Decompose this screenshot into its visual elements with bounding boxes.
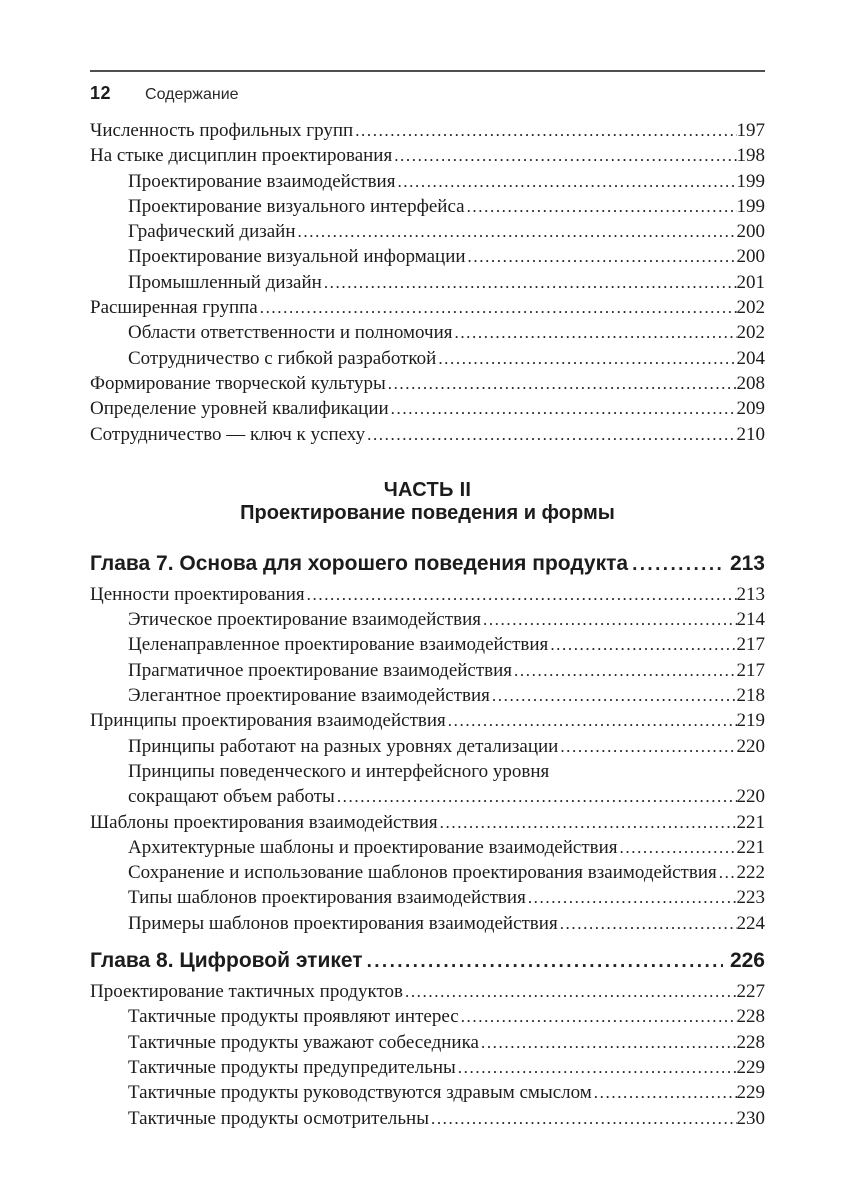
dot-leader xyxy=(394,143,736,168)
toc-entry-page: 202 xyxy=(736,297,765,319)
part-heading xyxy=(90,479,765,525)
dot-leader xyxy=(337,784,737,809)
toc-entry-page: 220 xyxy=(736,735,765,757)
running-head-title: Содержание xyxy=(145,86,239,103)
toc-entry: Промышленный дизайн ..... 201 xyxy=(90,270,765,295)
dot-leader xyxy=(468,244,737,269)
toc-entry-page: 222 xyxy=(736,862,765,884)
toc-entry: Проектирование визуального интерфейса ..... 199 xyxy=(90,194,765,219)
chapter-title: Глава 8. Цифровой этикет xyxy=(90,949,363,973)
chapters-list xyxy=(90,549,765,1131)
toc-entry: Ценности проектирования ..... 213 xyxy=(90,582,765,607)
toc-entry: Тактичные продукты предупредительны ..... 229 xyxy=(90,1055,765,1080)
dot-leader xyxy=(461,1004,737,1029)
dot-leader xyxy=(355,118,736,143)
chapter-title: Глава 7. Основа для хорошего поведения продукта xyxy=(90,551,629,575)
toc-entry: Архитектурные шаблоны и проектирование взаимодействия ..... 221 xyxy=(90,835,765,860)
toc-entry-page: 219 xyxy=(736,710,765,732)
toc-entry: Шаблоны проектирования взаимодействия ..... 221 xyxy=(90,810,765,835)
toc-entry-page: 228 xyxy=(736,1031,765,1053)
header-rule xyxy=(90,70,765,72)
toc-entry: сокращают объем работы ..... 220 xyxy=(90,784,765,809)
dot-leader xyxy=(454,320,736,345)
toc-entry-page: 200 xyxy=(736,221,765,243)
toc-entry-page: 230 xyxy=(736,1107,765,1129)
dot-leader xyxy=(550,632,736,657)
dot-leader xyxy=(431,1106,737,1131)
chapter-page: 226 xyxy=(729,949,765,973)
toc-entry: Формирование творческой культуры ..... 208 xyxy=(90,371,765,396)
dot-leader xyxy=(492,683,737,708)
toc-entry: Проектирование взаимодействия ..... 199 xyxy=(90,169,765,194)
dot-leader xyxy=(397,169,736,194)
toc-entry-page: 221 xyxy=(736,811,765,833)
dot-leader xyxy=(307,582,737,607)
dot-leader xyxy=(594,1080,737,1105)
toc-entry-wrap-line: Принципы поведенческого и интерфейсного уровня xyxy=(128,760,550,782)
toc-entry-page: 214 xyxy=(736,609,765,631)
toc-entry: Тактичные продукты проявляют интерес ..... 228 xyxy=(90,1004,765,1029)
toc-entry-page: 197 xyxy=(736,120,765,141)
toc-entry-page: 204 xyxy=(736,347,765,369)
toc-entry-page: 217 xyxy=(736,659,765,681)
running-head xyxy=(90,82,765,106)
toc-entry: Проектирование тактичных продуктов ..... 227 xyxy=(90,979,765,1004)
dot-leader xyxy=(438,346,736,371)
toc-entry: Расширенная группа ..... 202 xyxy=(90,295,765,320)
toc-entry-page: 220 xyxy=(736,786,765,808)
dot-leader xyxy=(560,734,736,759)
toc-entry-page: 228 xyxy=(736,1006,765,1028)
toc-entry: Этическое проектирование взаимодействия ..... 214 xyxy=(90,607,765,632)
toc-entry-page: 221 xyxy=(736,836,765,858)
toc-intro-list xyxy=(90,118,765,447)
toc-entry: Тактичные продукты руководствуются здравым смыслом ..... 229 xyxy=(90,1080,765,1105)
chapter-entries xyxy=(90,979,765,1131)
part-label: ЧАСТЬ II xyxy=(383,478,472,501)
dot-leader xyxy=(514,658,736,683)
toc-entry: Проектирование визуальной информации ..... 200 xyxy=(90,244,765,269)
toc-entry-page: 200 xyxy=(736,246,765,268)
toc-entry: Прагматичное проектирование взаимодействия ..... 217 xyxy=(90,658,765,683)
page-content xyxy=(90,0,765,1131)
dot-leader xyxy=(324,270,737,295)
toc-entry: Сотрудничество с гибкой разработкой ..... 204 xyxy=(90,346,765,371)
chapter-entries xyxy=(90,582,765,936)
toc-entry-page: 198 xyxy=(736,145,765,167)
toc-entry: Области ответственности и полномочия ..... 202 xyxy=(90,320,765,345)
dot-leader xyxy=(719,860,737,885)
dot-leader xyxy=(620,835,737,860)
toc-entry: Принципы работают на разных уровнях детализации ..... 220 xyxy=(90,734,765,759)
toc-entry-page: 199 xyxy=(736,170,765,192)
dot-leader xyxy=(440,810,737,835)
chapter-section xyxy=(90,946,765,1131)
chapter-section xyxy=(90,549,765,936)
toc-entry: Элегантное проектирование взаимодействия ..... 218 xyxy=(90,683,765,708)
dot-leader xyxy=(467,194,737,219)
page-number: 12 xyxy=(90,83,112,103)
dot-leader xyxy=(367,422,736,447)
toc-entry: Сохранение и использование шаблонов проектирования взаимодействия ..... 222 xyxy=(90,860,765,885)
dot-leader xyxy=(391,396,737,421)
toc-entry: Принципы проектирования взаимодействия ..... 219 xyxy=(90,708,765,733)
toc-entry: Графический дизайн ..... 200 xyxy=(90,219,765,244)
toc-entry-page: 227 xyxy=(736,981,765,1003)
dot-leader xyxy=(458,1055,737,1080)
dot-leader xyxy=(298,219,737,244)
toc-entry: Численность профильных групп ..... 197 xyxy=(90,118,765,143)
dot-leader xyxy=(560,911,737,936)
toc-entry: Примеры шаблонов проектирования взаимодействия ..... 224 xyxy=(90,911,765,936)
dot-leader xyxy=(528,885,737,910)
toc-entry: Определение уровней квалификации ..... 209 xyxy=(90,396,765,421)
dot-leader xyxy=(481,1030,737,1055)
toc-entry-page: 229 xyxy=(736,1082,765,1104)
toc-entry-page: 201 xyxy=(736,271,765,293)
toc-entry-page: 208 xyxy=(736,372,765,394)
toc-entry-page: 213 xyxy=(736,583,765,605)
dot-leader xyxy=(632,549,723,580)
part-title: Проектирование поведения и формы xyxy=(240,501,615,524)
dot-leader xyxy=(367,946,723,977)
chapter-heading xyxy=(90,549,765,580)
dot-leader xyxy=(405,979,737,1004)
chapter-page: 213 xyxy=(729,551,765,575)
toc-entry-page: 218 xyxy=(736,685,765,707)
toc-entry-page: 202 xyxy=(736,322,765,344)
toc-entry: Тактичные продукты уважают собеседника ..... 228 xyxy=(90,1030,765,1055)
toc-entry-page: 217 xyxy=(736,634,765,656)
chapter-heading xyxy=(90,946,765,977)
dot-leader xyxy=(388,371,737,396)
toc-entry: На стыке дисциплин проектирования ..... 198 xyxy=(90,143,765,168)
dot-leader xyxy=(448,708,737,733)
dot-leader xyxy=(260,295,737,320)
toc-entry-page: 199 xyxy=(736,195,765,217)
toc-entry-page: 229 xyxy=(736,1056,765,1078)
toc-entry-page: 224 xyxy=(736,912,765,934)
toc-entry: Сотрудничество — ключ к успеху ..... 210 xyxy=(90,422,765,447)
toc-entry: Типы шаблонов проектирования взаимодействия ..... 223 xyxy=(90,885,765,910)
dot-leader xyxy=(483,607,737,632)
toc-entry-page: 209 xyxy=(736,398,765,420)
toc-entry: Тактичные продукты осмотрительны ..... 230 xyxy=(90,1106,765,1131)
toc-entry-page: 210 xyxy=(736,423,765,445)
toc-entry: Целенаправленное проектирование взаимодействия ..... 217 xyxy=(90,632,765,657)
toc-entry-page: 223 xyxy=(736,887,765,909)
